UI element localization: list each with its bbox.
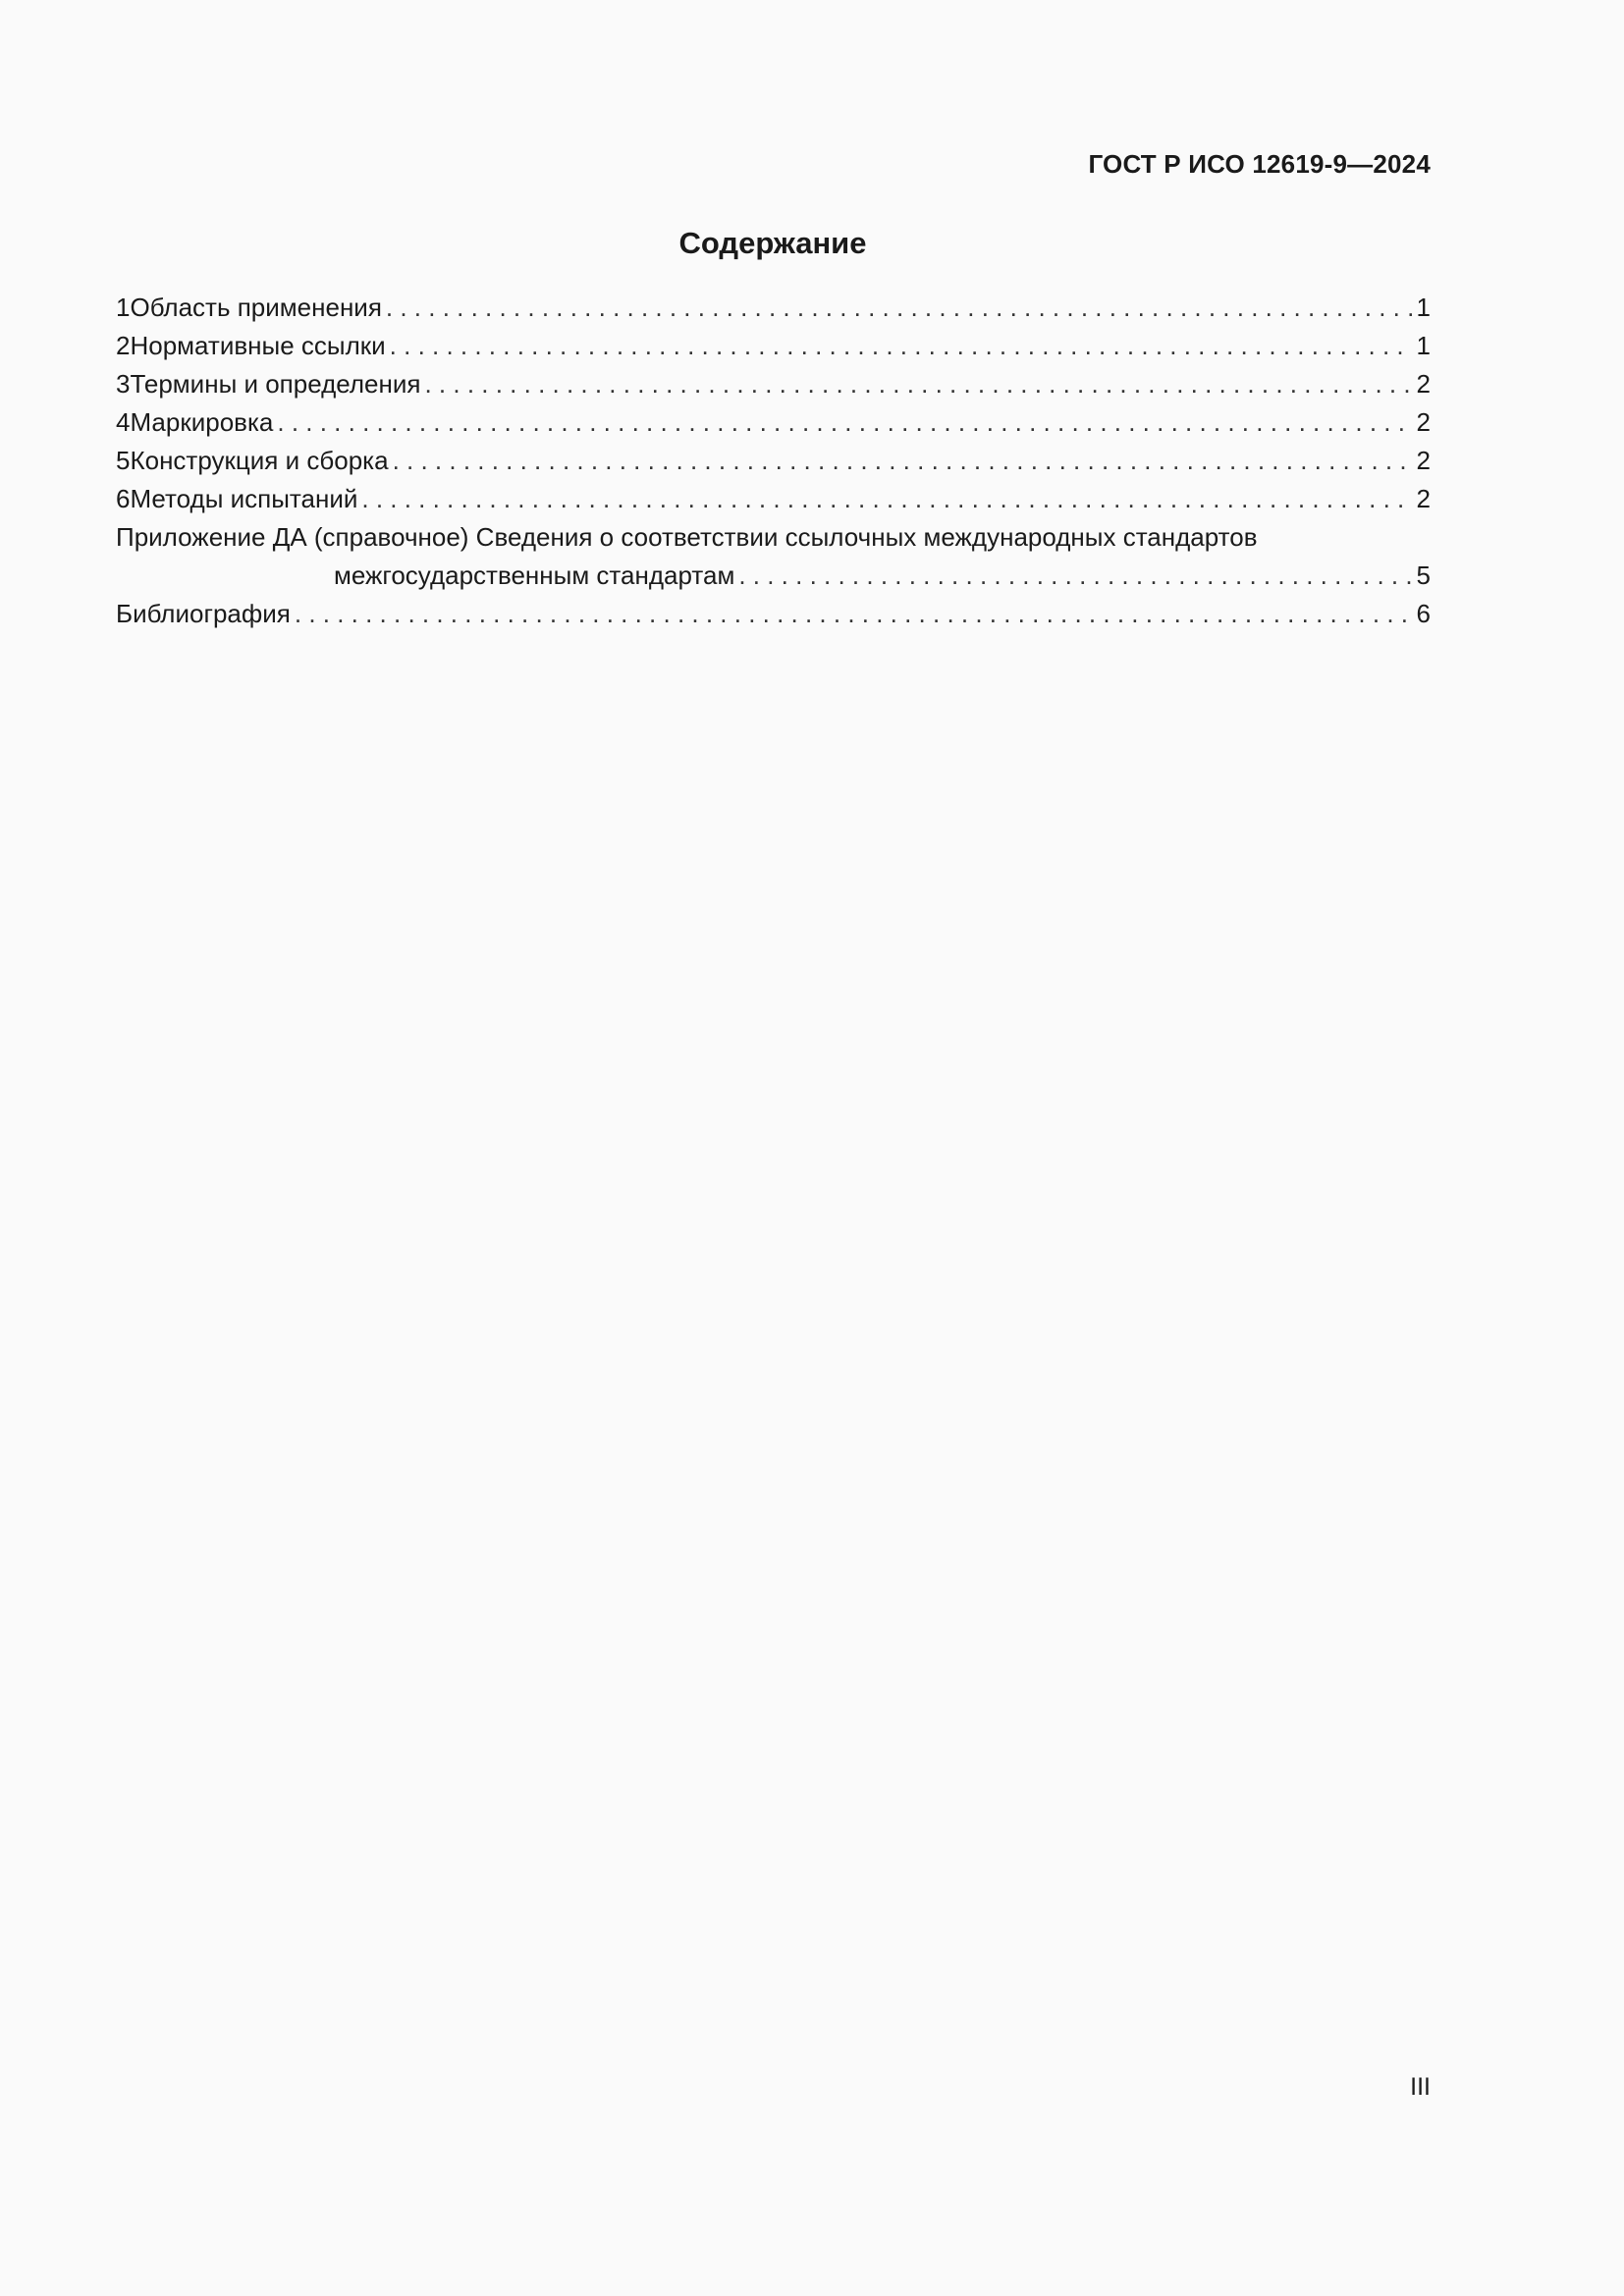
toc-item-appendix[interactable] bbox=[116, 518, 1431, 595]
toc-item-page: 5 bbox=[1416, 561, 1431, 590]
toc-title: Содержание bbox=[678, 226, 867, 260]
dot-leader bbox=[393, 442, 1413, 480]
toc-item-page: 6 bbox=[1416, 599, 1431, 628]
toc-item-page: 2 bbox=[1416, 484, 1431, 513]
dot-leader bbox=[386, 289, 1413, 327]
toc-item-bibliography[interactable] bbox=[116, 595, 1431, 633]
toc-item-number: 3 bbox=[116, 369, 131, 399]
toc-item-number: 1 bbox=[116, 293, 131, 322]
toc-item-label: Маркировка bbox=[130, 407, 274, 437]
toc-item-label: Термины и определения bbox=[130, 369, 421, 399]
toc-item[interactable] bbox=[116, 403, 1431, 442]
toc-item-number: 5 bbox=[116, 446, 131, 475]
toc-item-label: Методы испытаний bbox=[130, 484, 358, 513]
toc-item[interactable] bbox=[116, 442, 1431, 480]
toc-item[interactable] bbox=[116, 365, 1431, 403]
toc-item-label: Нормативные ссылки bbox=[130, 331, 386, 360]
dot-leader bbox=[361, 480, 1412, 518]
toc-item-page: 2 bbox=[1416, 446, 1431, 475]
toc-item-number: 2 bbox=[116, 331, 131, 360]
toc-item-page: 2 bbox=[1416, 369, 1431, 399]
toc-appendix-continuation bbox=[116, 557, 1431, 595]
dot-leader bbox=[424, 365, 1412, 403]
dot-leader bbox=[277, 403, 1412, 442]
toc-item-label: Область применения bbox=[130, 293, 382, 322]
toc-item-page: 1 bbox=[1416, 293, 1431, 322]
toc-item[interactable] bbox=[116, 289, 1431, 327]
toc-appendix-label-continued: межгосударственным стандартам bbox=[334, 561, 735, 590]
page-number: III bbox=[1410, 2073, 1431, 2101]
dot-leader bbox=[738, 557, 1412, 595]
toc-item-label: Библиография bbox=[116, 599, 291, 628]
toc-item-page: 1 bbox=[1416, 331, 1431, 360]
document-code: ГОСТ Р ИСО 12619-9—2024 bbox=[1088, 149, 1431, 179]
toc-item-label: Конструкция и сборка bbox=[130, 446, 389, 475]
toc-appendix-label: Приложение ДА (справочное) Сведения о соответствии ссылочных международных стандартов bbox=[116, 522, 1258, 552]
table-of-contents bbox=[116, 289, 1431, 633]
toc-item[interactable] bbox=[116, 327, 1431, 365]
toc-item-number: 6 bbox=[116, 484, 131, 513]
toc-item-page: 2 bbox=[1416, 407, 1431, 437]
toc-item[interactable] bbox=[116, 480, 1431, 518]
dot-leader bbox=[390, 327, 1413, 365]
toc-item-number: 4 bbox=[116, 407, 131, 437]
dot-leader bbox=[295, 595, 1413, 633]
